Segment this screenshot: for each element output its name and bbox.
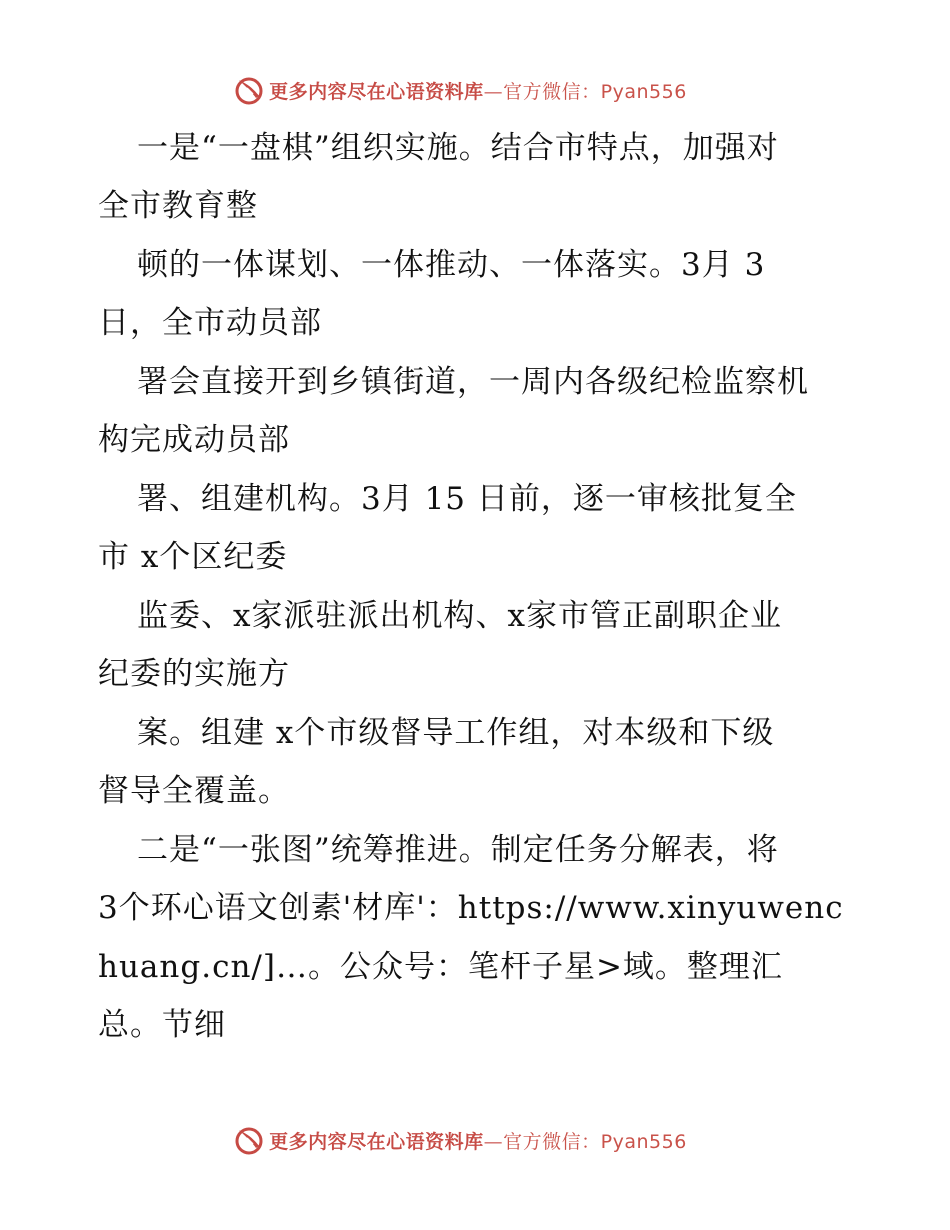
text-line: 市 x个区纪委 [98, 539, 288, 575]
quill-circle-logo-icon [233, 74, 265, 106]
footer-watermark [0, 1120, 950, 1160]
text-line: 日，全市动员部 [98, 305, 322, 341]
watermark-text: 更多内容尽在心语资料库—官方微信：Pyan556 [269, 1130, 687, 1153]
text-line: 纪委的实施方 [98, 656, 290, 692]
text-line: 案。组建 x个市级督导工作组，对本级和下级 [137, 715, 775, 751]
text-line: 全市教育整 [98, 188, 258, 224]
text-line: 署、组建机构。3月 15 日前，逐一审核批复全 [137, 481, 797, 517]
header-watermark [0, 70, 950, 110]
text-line: 顿的一体谋划、一体推动、一体落实。3月 3 [137, 247, 766, 283]
text-line: 3个环心语文创素'材库'：https://www.xinyuwenc [98, 890, 844, 926]
text-line: 监委、x家派驻派出机构、x家市管正副职企业 [137, 598, 782, 634]
text-line: 署会直接开到乡镇街道，一周内各级纪检监察机 [137, 364, 809, 400]
text-line: 督导全覆盖。 [98, 773, 290, 809]
text-line: 二是“一张图”统筹推进。制定任务分解表，将 [137, 832, 779, 868]
text-line: 构完成动员部 [98, 422, 290, 458]
watermark-text: 更多内容尽在心语资料库—官方微信：Pyan556 [269, 80, 687, 103]
text-line: huang.cn/]…。公众号：笔杆子星>域。整理汇 [98, 949, 783, 985]
text-line: 总。节细 [98, 1007, 226, 1043]
text-line: 一是“一盘棋”组织实施。结合市特点，加强对 [137, 130, 779, 166]
quill-circle-logo-icon [233, 1124, 265, 1156]
